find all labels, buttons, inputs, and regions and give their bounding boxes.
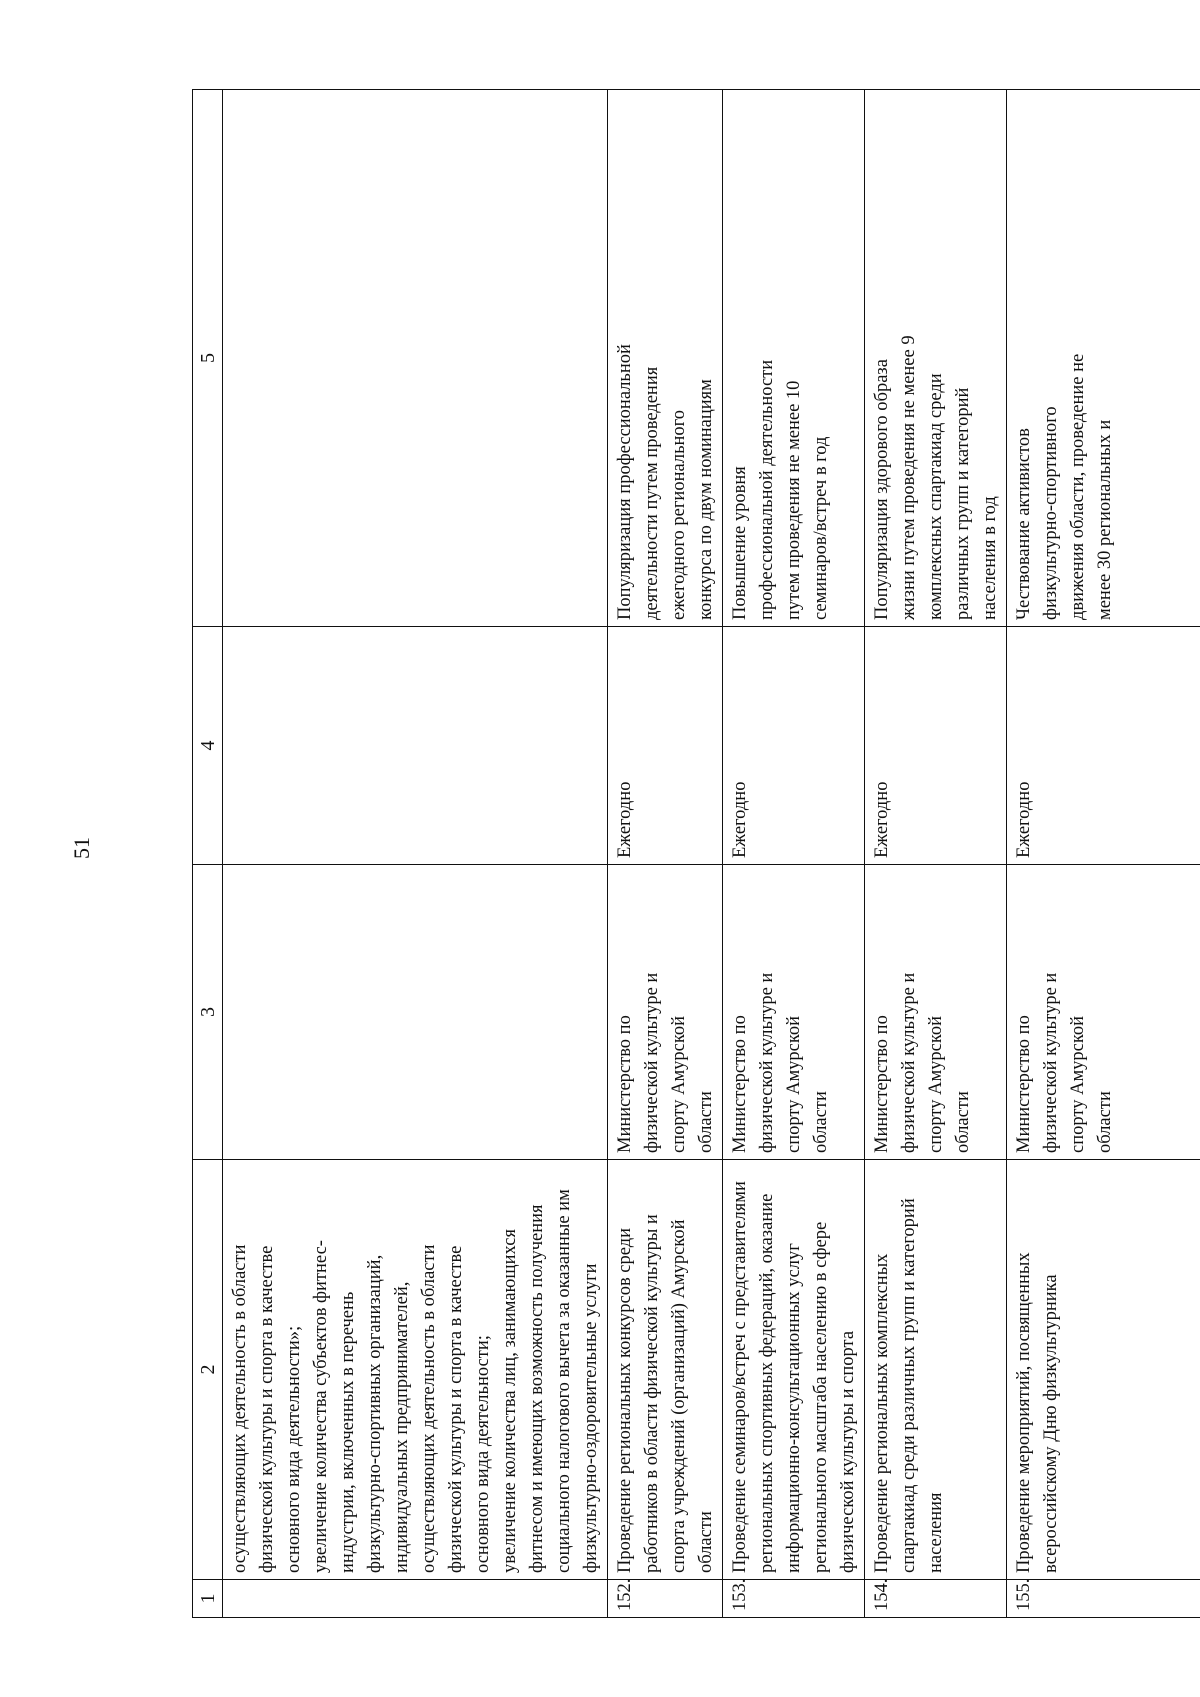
term: Ежегодно	[865, 627, 1007, 865]
header-cell-3: 3	[193, 865, 223, 1160]
header-cell-2: 2	[193, 1160, 223, 1580]
table-header-row	[193, 90, 223, 1618]
event-description: Проведение региональных комплексных спартакиад среди различных групп и категорий населения	[865, 1160, 1007, 1580]
rotated-page-content	[192, 90, 1200, 1618]
table-row	[865, 90, 1007, 1618]
plan-table	[192, 89, 1200, 1618]
expected-result: Повышение уровня профессиональной деятельности путем проведения не менее 10 семинаров/встреч в год	[723, 90, 865, 627]
expected-result: Чествование активистов физкультурно-спортивного движения области, проведение не менее 30 региональных и	[1007, 90, 1200, 627]
executor	[223, 865, 608, 1160]
table-row	[723, 90, 865, 1618]
header-cell-1: 1	[193, 1580, 223, 1618]
executor: Министерство по физической культуре и спорту Амурской области	[723, 865, 865, 1160]
expected-result: Популяризация профессиональной деятельности путем проведения ежегодного регионального конкурса по двум номинациям	[608, 90, 723, 627]
event-description: Проведение региональных конкурсов среди работников в области физической культуры и спорта учреждений (организаций) Амурской области	[608, 1160, 723, 1580]
row-number: 154.	[865, 1580, 1007, 1618]
term	[223, 627, 608, 865]
table-row	[608, 90, 723, 1618]
executor: Министерство по физической культуре и спорту Амурской области	[865, 865, 1007, 1160]
row-number: 153.	[723, 1580, 865, 1618]
event-description: осуществляющих деятельность в области физической культуры и спорта в качестве основного вида деятельности»; увеличение количества субъектов фитнес- индустрии, включенных в перечень физкультурно-спортивных организаций, индивидуальных предпринимателей, осуществляющих деятельность в области физической культуры и спорта в качестве основного вида деятельности; увеличение количества лиц, занимающихся фитнесом и имеющих возможность получения социального налогового вычета за оказанные им физкультурно-оздоровительные услуги	[223, 1160, 608, 1580]
row-number	[223, 1580, 608, 1618]
term: Ежегодно	[723, 627, 865, 865]
table-row	[1007, 90, 1200, 1618]
table-row	[223, 90, 608, 1618]
header-cell-4: 4	[193, 627, 223, 865]
page-number: 51	[69, 837, 94, 859]
term: Ежегодно	[1007, 627, 1200, 865]
expected-result	[223, 90, 608, 627]
executor: Министерство по физической культуре и спорту Амурской области	[1007, 865, 1200, 1160]
expected-result: Популяризация здорового образа жизни путем проведения не менее 9 комплексных спартакиад среди различных групп и категорий населения в год	[865, 90, 1007, 627]
row-number: 155.	[1007, 1580, 1200, 1618]
header-cell-5: 5	[193, 90, 223, 627]
term: Ежегодно	[608, 627, 723, 865]
row-number: 152.	[608, 1580, 723, 1618]
event-description: Проведение мероприятий, посвященных всероссийскому Дню физкультурника	[1007, 1160, 1200, 1580]
executor: Министерство по физической культуре и спорту Амурской области	[608, 865, 723, 1160]
event-description: Проведение семинаров/встреч с представителями региональных спортивных федераций, оказание информационно-консультационных услуг регионального масштаба населению в сфере физической культуры и спорта	[723, 1160, 865, 1580]
